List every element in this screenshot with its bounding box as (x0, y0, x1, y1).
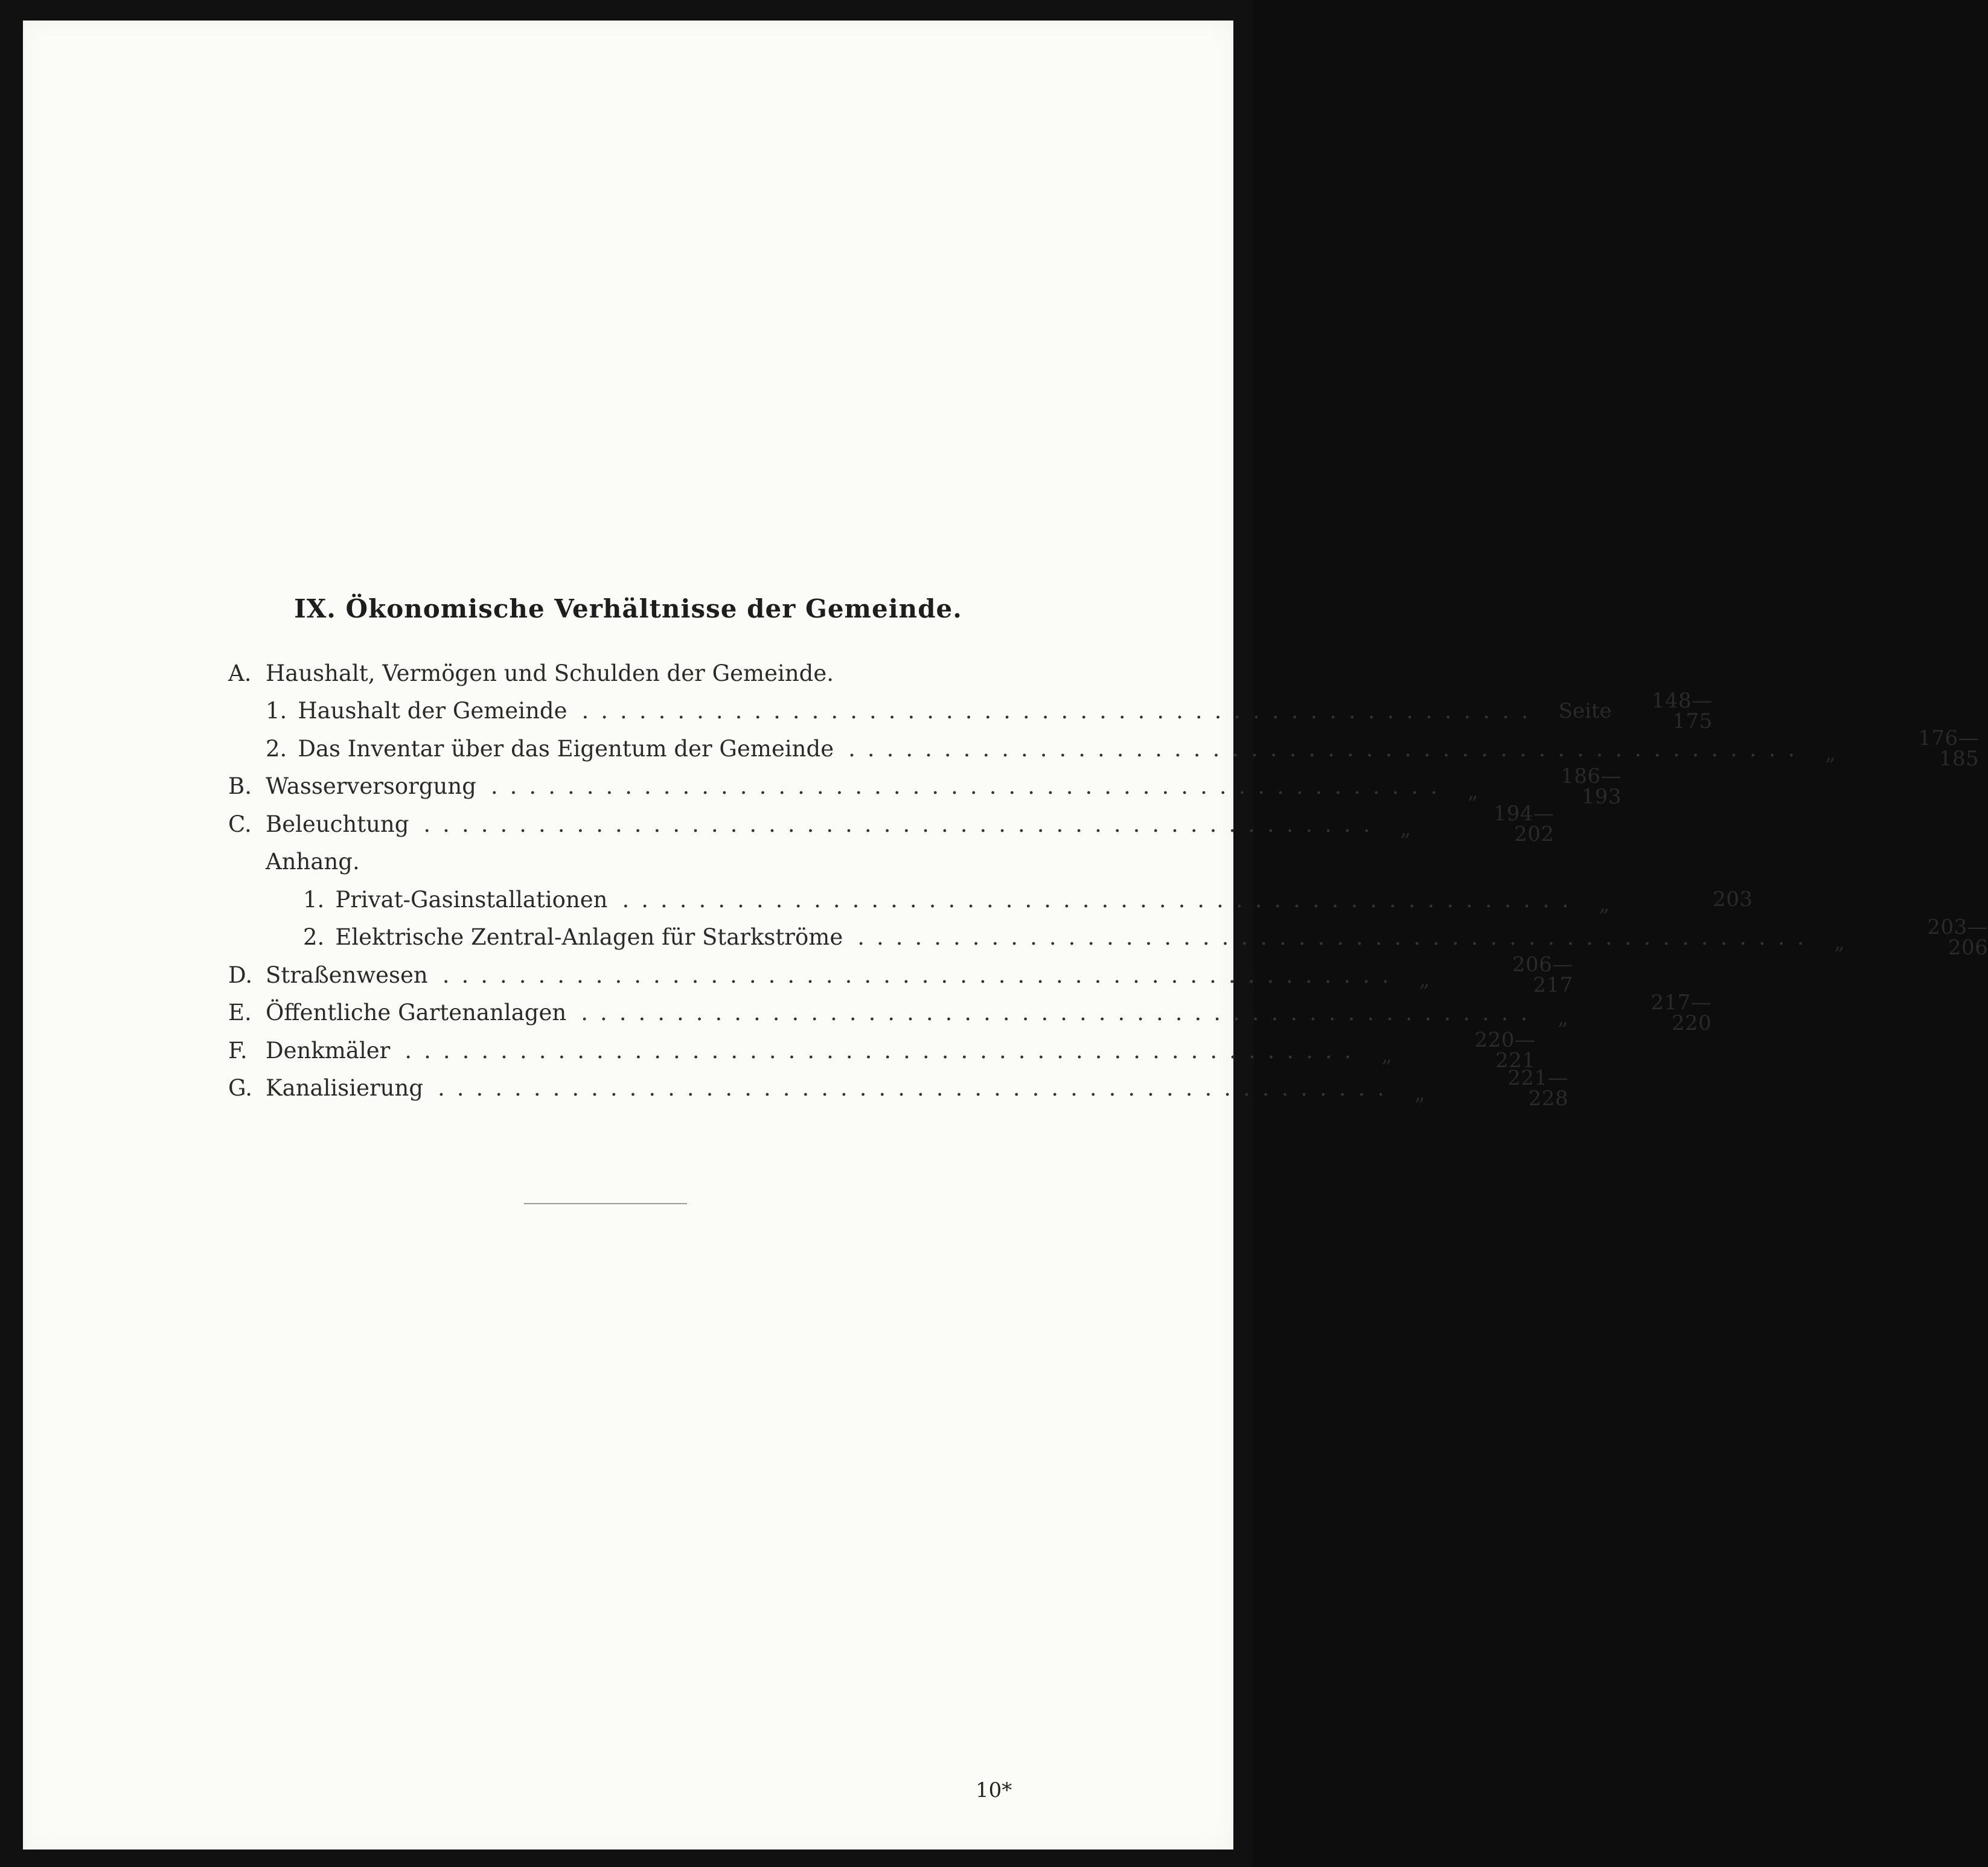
entry-title: Das Inventar über das Eigentum der Gemeinde (298, 735, 834, 762)
entry-title: Haushalt der Gemeinde (298, 698, 567, 724)
section-marker: B. (228, 773, 252, 800)
ditto-mark: „ (1419, 968, 1430, 992)
page-folio: 10* (976, 1778, 1012, 1802)
entry-title: Elektrische Zentral-Anlagen für Starkströme (335, 924, 843, 951)
section-title: Öffentliche Gartenanlagen (266, 1000, 567, 1026)
ditto-mark: „ (1414, 1080, 1425, 1105)
dot-leader: .................................................. (581, 698, 1541, 724)
entry-number: 2. (303, 924, 325, 951)
entry-number: 1. (266, 698, 287, 724)
toc-subheading-anhang (228, 843, 1098, 881)
page-range: 206—217 (1512, 953, 1573, 998)
section-title: Kanalisierung (266, 1075, 424, 1102)
dot-leader: .................................................. (404, 1037, 1364, 1064)
dot-leader: .................................................. (490, 773, 1449, 800)
page-range: 186—193 (1561, 764, 1622, 809)
chapter-heading: IX. Ökonomische Verhältnisse der Gemeinde. (294, 594, 962, 624)
section-title: Beleuchtung (266, 811, 409, 837)
ditto-mark: „ (1558, 1005, 1568, 1030)
section-title: Denkmäler (266, 1037, 391, 1064)
ditto-mark: „ (1825, 741, 1836, 766)
page-range: 221—228 (1507, 1065, 1569, 1111)
page-range: 203—206 (1927, 914, 1988, 960)
toc-section-a (228, 654, 1098, 692)
toc-entry-c1 (228, 881, 1753, 919)
dot-leader: .................................................. (442, 962, 1401, 988)
toc-section-f (228, 1028, 1536, 1073)
page-label: Seite (1558, 698, 1612, 723)
section-marker: G. (228, 1075, 252, 1102)
page-range: 203 (1713, 887, 1753, 912)
toc-entry-c2 (228, 914, 1988, 960)
toc-section-g (228, 1065, 1569, 1111)
toc-entry-a1 (228, 688, 1713, 733)
dot-leader: .................................................. (423, 811, 1382, 837)
ditto-mark: „ (1381, 1043, 1393, 1068)
section-marker: E. (228, 1000, 252, 1026)
ditto-mark: „ (1834, 930, 1845, 954)
ditto-mark: „ (1467, 779, 1478, 803)
ditto-mark: „ (1599, 892, 1610, 917)
toc-section-c (228, 802, 1555, 847)
section-marker: A. (228, 660, 252, 686)
section-title: Straßenwesen (266, 962, 428, 988)
toc-section-b (228, 764, 1622, 809)
divider-rule (524, 1203, 687, 1204)
toc-section-e (228, 990, 1712, 1035)
entry-number: 1. (303, 886, 325, 913)
table-of-contents (228, 654, 1988, 1111)
entry-number: 2. (266, 735, 287, 762)
document-page (23, 21, 1988, 1849)
section-title: Wasserversorgung (266, 773, 476, 800)
page-range: 194—202 (1493, 802, 1555, 847)
page-range: 148—175 (1651, 688, 1713, 733)
dot-leader: .................................................. (581, 1000, 1540, 1026)
section-marker: F. (228, 1037, 248, 1064)
subheading-title: Anhang. (266, 849, 360, 875)
dot-leader: .................................................. (857, 924, 1817, 951)
entry-title: Privat-Gasinstallationen (335, 886, 608, 913)
toc-entry-a2 (228, 726, 1980, 771)
section-marker: D. (228, 962, 253, 988)
section-marker: C. (228, 811, 252, 837)
section-title: Haushalt, Vermögen und Schulden der Gemeinde. (266, 660, 834, 686)
dot-leader: .................................................. (438, 1075, 1397, 1102)
dot-leader: .................................................. (622, 886, 1581, 913)
page-range: 217—220 (1651, 990, 1712, 1035)
dot-leader: .................................................. (848, 735, 1807, 762)
toc-section-d (228, 953, 1573, 998)
page-range: 176—185 (1918, 726, 1980, 771)
page-range: 220—221 (1474, 1028, 1536, 1073)
ditto-mark: „ (1400, 817, 1411, 841)
